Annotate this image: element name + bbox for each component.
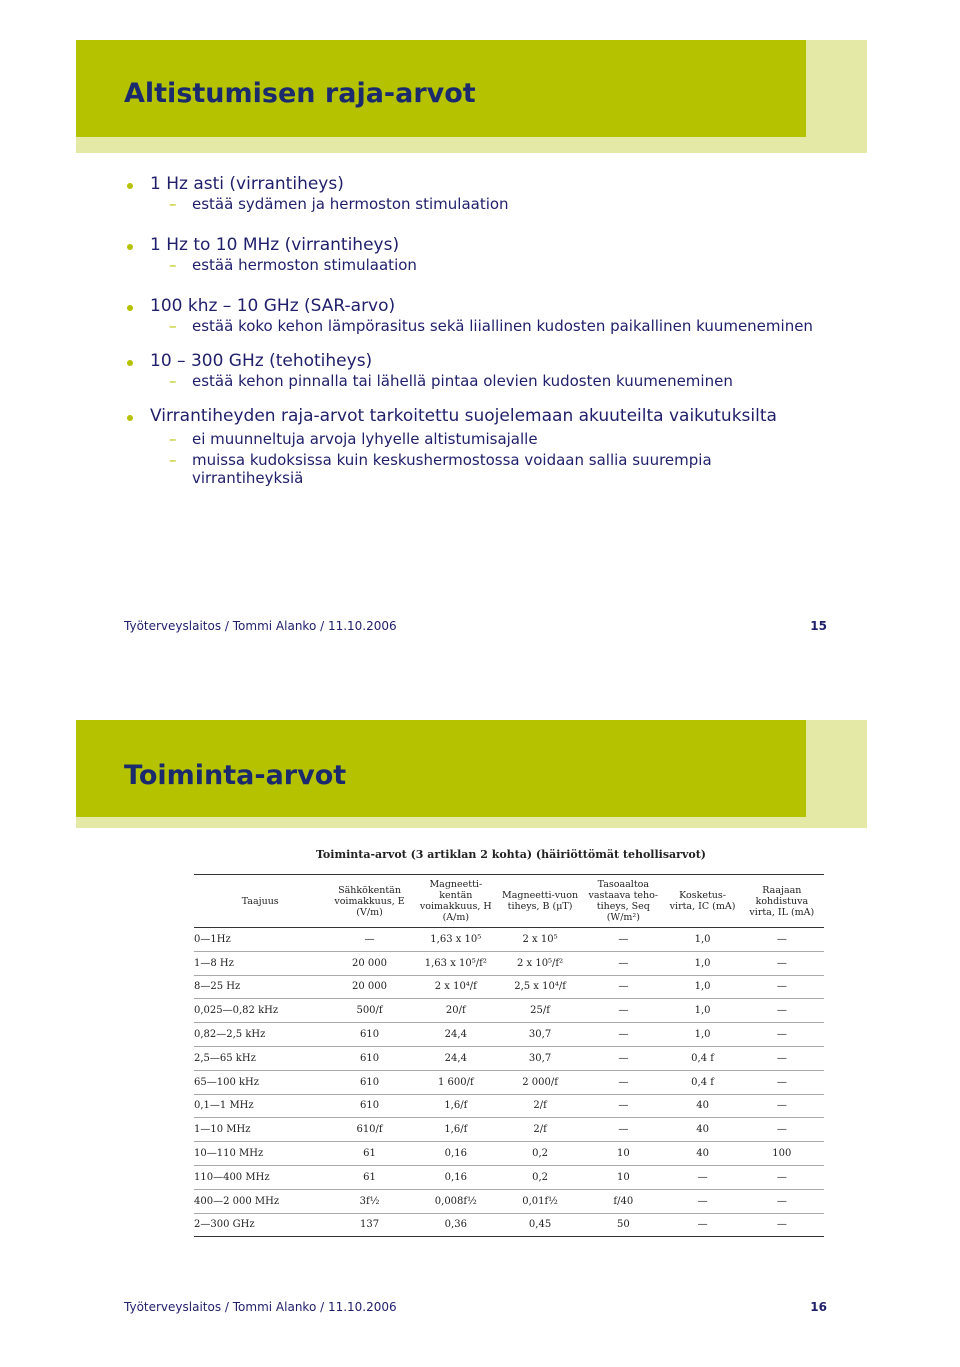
table-cell: — [740, 928, 824, 952]
table-cell: — [740, 999, 824, 1023]
table-cell: 610 [326, 1070, 412, 1094]
table-cell: — [581, 1023, 665, 1047]
bullet-dot-icon [127, 183, 133, 189]
table-cell: 1,63 x 10⁵ [413, 928, 499, 952]
bullet-text: 10 – 300 GHz (tehotiheys) [150, 351, 373, 371]
table-cell: — [581, 951, 665, 975]
table-cell: 2,5—65 kHz [194, 1046, 326, 1070]
bullet-dot-icon [127, 305, 133, 311]
table-cell: — [581, 999, 665, 1023]
table-cell: 2—300 GHz [194, 1213, 326, 1237]
table-row [194, 1070, 824, 1094]
sub-item [150, 451, 824, 487]
table-row [194, 1046, 824, 1070]
sub-text: muissa kudoksissa kuin keskushermostossa voidaan sallia suurempia virrantiheyksiä [192, 451, 712, 487]
table-row [194, 1094, 824, 1118]
column-header: Magneetti-vuon tiheys, B (μT) [499, 875, 581, 928]
table-cell: 40 [665, 1094, 739, 1118]
table-header-row [194, 875, 824, 928]
bullet-text: 1 Hz to 10 MHz (virrantiheys) [150, 235, 400, 255]
table-row [194, 1213, 824, 1237]
table-cell: — [740, 1189, 824, 1213]
table-cell: — [581, 928, 665, 952]
table-cell: — [740, 1165, 824, 1189]
bullet-item [124, 406, 824, 487]
page-number: 15 [810, 619, 827, 633]
table-cell: 3f½ [326, 1189, 412, 1213]
table-cell: — [740, 1046, 824, 1070]
bullet-list [124, 174, 824, 487]
table-cell: 2,5 x 10⁴/f [499, 975, 581, 999]
table-cell: 0,45 [499, 1213, 581, 1237]
table-row [194, 951, 824, 975]
table-row [194, 999, 824, 1023]
table-cell: 8—25 Hz [194, 975, 326, 999]
table-cell: — [740, 975, 824, 999]
table-cell: — [740, 1023, 824, 1047]
column-header: Kosketus-virta, IC (mA) [665, 875, 739, 928]
sub-item [150, 430, 824, 448]
table-cell: — [665, 1189, 739, 1213]
table-cell: 0,01f½ [499, 1189, 581, 1213]
table-cell: 1—8 Hz [194, 951, 326, 975]
dash-icon: – [169, 372, 177, 390]
table-cell: 10 [581, 1165, 665, 1189]
bullet-item [124, 296, 824, 335]
table-cell: 24,4 [413, 1046, 499, 1070]
table-cell: 2/f [499, 1094, 581, 1118]
table-cell: 610/f [326, 1118, 412, 1142]
table-cell: 400—2 000 MHz [194, 1189, 326, 1213]
table-cell: 0,4 f [665, 1070, 739, 1094]
table-row [194, 928, 824, 952]
table-cell: 65—100 kHz [194, 1070, 326, 1094]
table-cell: 0,82—2,5 kHz [194, 1023, 326, 1047]
table-cell: 1,6/f [413, 1118, 499, 1142]
column-header: Magneetti-kentän voimakkuus, H (A/m) [413, 875, 499, 928]
table-cell: 30,7 [499, 1046, 581, 1070]
table-cell: 0,2 [499, 1142, 581, 1166]
table-cell: 0,36 [413, 1213, 499, 1237]
slide-footer: Työterveyslaitos / Tommi Alanko / 11.10.2006 [124, 1300, 397, 1314]
table-cell: 1—10 MHz [194, 1118, 326, 1142]
bullet-dot-icon [127, 360, 133, 366]
table-cell: — [581, 1118, 665, 1142]
table-cell: f/40 [581, 1189, 665, 1213]
table-row [194, 1165, 824, 1189]
table-cell: — [665, 1165, 739, 1189]
table-row [194, 1142, 824, 1166]
table-cell: 24,4 [413, 1023, 499, 1047]
table-cell: 2 x 10⁵ [499, 928, 581, 952]
table-cell: 1,0 [665, 951, 739, 975]
table-cell: 61 [326, 1165, 412, 1189]
slide-footer: Työterveyslaitos / Tommi Alanko / 11.10.2006 [124, 619, 397, 633]
table-cell: 500/f [326, 999, 412, 1023]
table-row [194, 1189, 824, 1213]
slide-title: Altistumisen raja-arvot [124, 78, 476, 109]
dash-icon: – [169, 256, 177, 274]
data-table [194, 874, 824, 1237]
table-cell: 0,2 [499, 1165, 581, 1189]
table-cell: 610 [326, 1023, 412, 1047]
sub-item [150, 195, 824, 213]
table-cell: 20 000 [326, 951, 412, 975]
table-cell: — [581, 1046, 665, 1070]
sub-text: estää hermoston stimulaation [192, 256, 417, 274]
table-cell: 1 600/f [413, 1070, 499, 1094]
table-row [194, 975, 824, 999]
column-header: Raajaan kohdistuva virta, IL (mA) [740, 875, 824, 928]
bullet-text: 100 khz – 10 GHz (SAR-arvo) [150, 296, 396, 316]
column-header: Sähkökentän voimakkuus, E (V/m) [326, 875, 412, 928]
table-cell: — [740, 951, 824, 975]
table-cell: 0,025—0,82 kHz [194, 999, 326, 1023]
table-cell: 61 [326, 1142, 412, 1166]
column-header: Taajuus [194, 875, 326, 928]
table-cell: 10 [581, 1142, 665, 1166]
table-cell: 2 x 10⁴/f [413, 975, 499, 999]
sub-text: estää koko kehon lämpörasitus sekä liiallinen kudosten paikallinen kuumeneminen [192, 317, 813, 335]
table-cell: 10—110 MHz [194, 1142, 326, 1166]
table-cell: 1,6/f [413, 1094, 499, 1118]
table-cell: 0,16 [413, 1165, 499, 1189]
sub-item [150, 372, 824, 390]
table-cell: 1,63 x 10⁵/f² [413, 951, 499, 975]
table-cell: 2/f [499, 1118, 581, 1142]
table-cell: 110—400 MHz [194, 1165, 326, 1189]
table-cell: 610 [326, 1094, 412, 1118]
table-cell: — [740, 1070, 824, 1094]
sub-item [150, 317, 824, 335]
bullet-text: 1 Hz asti (virrantiheys) [150, 174, 344, 194]
table-cell: 1,0 [665, 975, 739, 999]
table-cell: 1,0 [665, 999, 739, 1023]
bullet-item [124, 235, 824, 274]
table-cell: 40 [665, 1142, 739, 1166]
dash-icon: – [169, 195, 177, 213]
table-cell: 20/f [413, 999, 499, 1023]
table-caption: Toiminta-arvot (3 artiklan 2 kohta) (häiriöttömät tehollisarvot) [316, 848, 706, 861]
page-number: 16 [810, 1300, 827, 1314]
sub-text: estää sydämen ja hermoston stimulaation [192, 195, 509, 213]
sub-text: ei muunneltuja arvoja lyhyelle altistumisajalle [192, 430, 538, 448]
slide-title: Toiminta-arvot [124, 760, 347, 791]
table-cell: 30,7 [499, 1023, 581, 1047]
table-cell: — [740, 1094, 824, 1118]
action-values-table [194, 874, 824, 1237]
slide-15 [76, 40, 867, 680]
sub-item [150, 256, 824, 274]
table-cell: 0,16 [413, 1142, 499, 1166]
table-cell: — [581, 1070, 665, 1094]
bullet-dot-icon [127, 244, 133, 250]
table-cell: — [326, 928, 412, 952]
bullet-text: Virrantiheyden raja-arvot tarkoitettu suojelemaan akuuteilta vaikutuksilta [150, 406, 777, 426]
table-row [194, 1023, 824, 1047]
table-row [194, 1118, 824, 1142]
table-cell: 2 x 10⁵/f² [499, 951, 581, 975]
dash-icon: – [169, 317, 177, 335]
table-cell: 0,008f½ [413, 1189, 499, 1213]
dash-icon: – [169, 451, 177, 469]
table-cell: 1,0 [665, 1023, 739, 1047]
table-cell: 2 000/f [499, 1070, 581, 1094]
table-cell: — [740, 1118, 824, 1142]
table-cell: — [581, 975, 665, 999]
table-cell: 0,4 f [665, 1046, 739, 1070]
table-cell: 50 [581, 1213, 665, 1237]
dash-icon: – [169, 430, 177, 448]
table-cell: 0—1Hz [194, 928, 326, 952]
table-cell: — [740, 1213, 824, 1237]
table-cell: 137 [326, 1213, 412, 1237]
table-cell: 610 [326, 1046, 412, 1070]
table-cell: 1,0 [665, 928, 739, 952]
sub-text: estää kehon pinnalla tai lähellä pintaa olevien kudosten kuumeneminen [192, 372, 733, 390]
bullet-item [124, 351, 824, 390]
table-cell: 25/f [499, 999, 581, 1023]
column-header: Tasoaaltoa vastaava teho-tiheys, Seq (W/m²) [581, 875, 665, 928]
table-cell: — [665, 1213, 739, 1237]
table-cell: 20 000 [326, 975, 412, 999]
bullet-item [124, 174, 824, 213]
table-cell: 0,1—1 MHz [194, 1094, 326, 1118]
table-cell: 100 [740, 1142, 824, 1166]
slide-16 [76, 720, 867, 1360]
table-cell: — [581, 1094, 665, 1118]
table-body [194, 928, 824, 1237]
table-cell: 40 [665, 1118, 739, 1142]
bullet-dot-icon [127, 415, 133, 421]
